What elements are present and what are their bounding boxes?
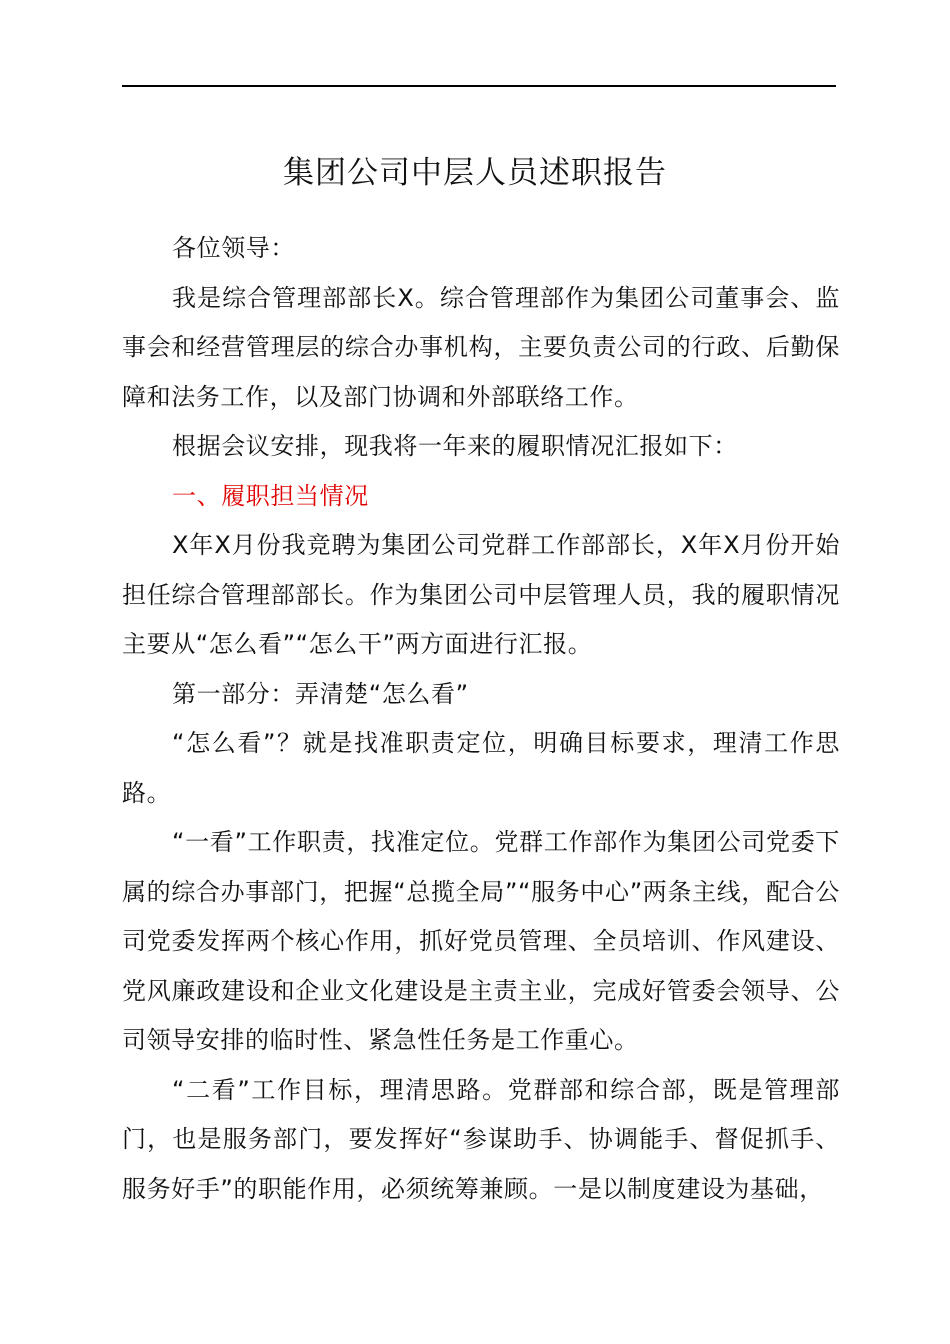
document-body	[122, 224, 840, 1214]
section-heading: 一、履职担当情况	[172, 481, 369, 510]
second-look-paragraph: “二看”工作目标，理清思路。党群部和综合部，既是管理部门，也是服务部门，要发挥好“参谋助手、协调能手、督促抓手、服务好手”的职能作用，必须统筹兼顾。一是以制度建设为基础，	[122, 1075, 840, 1203]
appointment-paragraph: X年X月份我竞聘为集团公司党群工作部部长，X年X月份开始担任综合管理部部长。作为集团公司中层管理人员，我的履职情况主要从“怎么看”“怎么干”两方面进行汇报。	[122, 531, 840, 658]
how-to-see-paragraph: “怎么看”？就是找准职责定位，明确目标要求，理清工作思路。	[122, 729, 840, 807]
first-look-paragraph: “一看”工作职责，找准定位。党群工作部作为集团公司党委下属的综合办事部门，把握“总揽全局”“服务中心”两条主线，配合公司党委发挥两个核心作用，抓好党员管理、全员培训、作风建设、党风廉政建设和企业文化建设是主责主业，完成好管委会领导、公司领导安排的临时性、紧急性任务是工作重心。	[122, 828, 840, 1054]
part-one-heading: 第一部分：弄清楚“怎么看”	[172, 679, 469, 708]
header-rule	[122, 85, 836, 87]
intro-paragraph: 我是综合管理部部长X。综合管理部作为集团公司董事会、监事会和经营管理层的综合办事机构，主要负责公司的行政、后勤保障和法务工作，以及部门协调和外部联络工作。	[122, 283, 840, 411]
document-title: 集团公司中层人员述职报告	[283, 155, 667, 191]
report-lead-paragraph: 根据会议安排，现我将一年来的履职情况汇报如下：	[172, 432, 738, 460]
salutation: 各位领导：	[172, 234, 295, 262]
